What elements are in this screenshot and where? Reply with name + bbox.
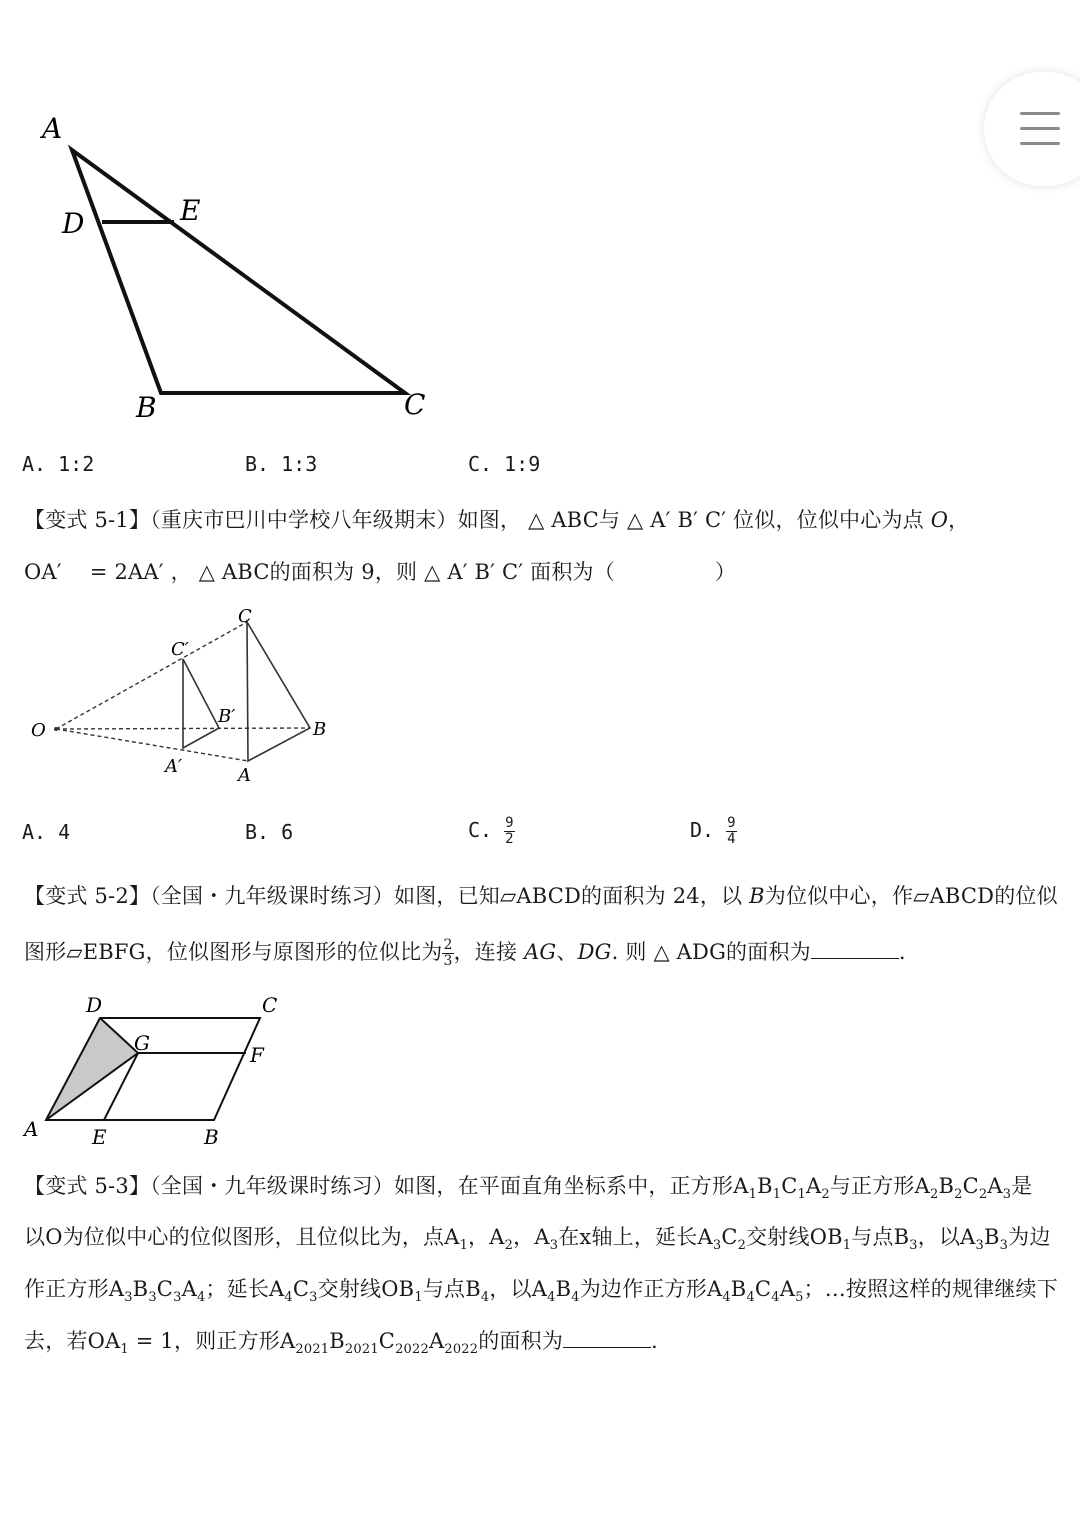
fraction-numerator: 9 (505, 815, 514, 831)
option-c-label: C. (468, 818, 493, 842)
square-a2021b2021c2022a2022: $A_{2021}B_{2021}C_{2022}A_{2022}$ (280, 1329, 479, 1357)
question-5-1-text-2: OA′ = 2AA′ ， △ ABC的面积为 9，则 △ A′ B′ C′ 面积为（ (24, 560, 615, 584)
square-a3b3c3a4: $A_3B_3C_3A_4$ (108, 1277, 206, 1305)
question-5-2-text-2: 为位似中心，作▱ABCD的位似 (764, 884, 1058, 908)
question-5-2-text-5: . 则 △ ADG的面积为 (611, 940, 811, 964)
question-5-2-center: B (749, 884, 765, 908)
fraction-denominator: 4 (727, 831, 736, 847)
option-a: A. 4 (22, 820, 71, 844)
square-a2b2c2a3: $A_2B_2C_2A_3$ (914, 1174, 1012, 1202)
segment-a3b3: $A_3B_3$ (960, 1225, 1009, 1253)
ray-ob1: $OB_1$ (809, 1225, 852, 1253)
segment-dg-label: DG (577, 940, 612, 964)
question-5-3-line-1 (24, 1170, 1032, 1200)
label-e: E (92, 1125, 107, 1149)
label-d: D (62, 207, 85, 240)
question-5-2-text-4: ，连接 (453, 940, 525, 964)
period: . (898, 940, 906, 964)
triangle-abc-large (247, 622, 310, 761)
parallelogram-figure (20, 990, 300, 1150)
question-5-1-center: O (930, 508, 949, 532)
question-5-3-text-5: 在x轴上，延长 (558, 1225, 698, 1249)
label-o: O (31, 720, 46, 741)
fraction-9-4 (726, 816, 736, 847)
option-b: B. 6 (245, 820, 294, 844)
question-5-3-text-13: 与点 (422, 1277, 466, 1301)
question-5-2-line-2 (24, 936, 906, 969)
label-c: C (238, 606, 252, 627)
option-a: A. 1:2 (22, 452, 95, 476)
question-5-3-text: （全国・九年级课时练习）如图，在平面直角坐标系中，正方形 (150, 1174, 734, 1198)
question-5-1-tag: 【变式 5-1】 (24, 508, 151, 532)
triangle-abc-figure (20, 110, 440, 430)
question-5-2-line-1 (24, 880, 1058, 910)
question-5-3-text-19: 的面积为 (478, 1329, 564, 1353)
point-b3: $B_3$ (893, 1225, 918, 1253)
question-5-3-text-12: 交射线 (317, 1277, 382, 1301)
question-5-3-text-11: ；延长 (205, 1277, 270, 1301)
question-5-3-text-3: 是 (1011, 1174, 1033, 1198)
answer-blank-5-2 (811, 940, 899, 959)
label-a: A (238, 765, 251, 786)
question-5-3-tag: 【变式 5-3】 (24, 1174, 151, 1198)
homothety-figure (22, 600, 342, 790)
segment-a4b4: $A_4B_4$ (531, 1277, 580, 1305)
triangle-a1b1c1-small (183, 659, 219, 748)
question-5-1-close: ） (714, 560, 737, 584)
question-5-2-tag: 【变式 5-2】 (24, 884, 151, 908)
question-5-3-text-18: = 1，则正方形 (128, 1329, 280, 1353)
label-c: C (404, 388, 426, 421)
label-b: B (136, 391, 157, 424)
question-5-3-text-7: 与点 (851, 1225, 894, 1249)
fraction-9-2 (504, 816, 514, 847)
option-d-label: D. (690, 818, 715, 842)
label-c-prime: C′ (171, 639, 189, 660)
question-5-3-text-2: 与正方形 (829, 1174, 915, 1198)
question-5-3-text-16: ；…按照这样的规律继续下 (803, 1277, 1058, 1301)
question-5-1-source: （重庆市巴川中学校八年级期末）如图， (150, 508, 522, 532)
segment-oa1: $OA_1$ (87, 1329, 129, 1357)
separator: 、 (556, 940, 578, 964)
triangle-abc (72, 150, 405, 393)
fraction-numerator: 9 (727, 815, 736, 831)
option-d (690, 816, 737, 847)
question-5-3-line-2 (24, 1221, 1051, 1251)
question-5-3-line-4 (24, 1325, 658, 1355)
menu-button[interactable] (984, 72, 1080, 186)
segment-ag-label: AG (524, 940, 557, 964)
answer-blank-5-3 (563, 1329, 651, 1348)
question-5-3-text-15: 为边作正方形 (579, 1277, 707, 1301)
question-5-3-text-8: ，以 (917, 1225, 961, 1249)
option-c (468, 816, 515, 847)
label-b: B (313, 719, 327, 740)
question-5-2-text: （全国・九年级课时练习）如图，已知▱ABCD的面积为 24，以 (150, 884, 750, 908)
label-b-prime: B′ (218, 706, 236, 727)
square-a1b1c1a2: $A_1B_1C_1A_2$ (733, 1174, 830, 1202)
question-5-1-text: △ ABC与 △ A′ B′ C′ 位似，位似中心为点 (521, 508, 931, 532)
option-b: B. 1:3 (245, 452, 318, 476)
ray-oa (56, 729, 248, 761)
menu-icon-bar-3 (1020, 142, 1060, 145)
question-5-2-text-3: 图形▱EBFG，位似图形与原图形的位似比为 (24, 940, 443, 964)
square-a4b4c4a5: $A_4B_4C_4A_5$ (706, 1277, 804, 1305)
question-5-3-line-3 (24, 1273, 1058, 1303)
question-5-1-comma: ， (948, 508, 970, 532)
option-c: C. 1:9 (468, 452, 541, 476)
segment-a4c3: $A_4C_3$ (269, 1277, 318, 1305)
fraction-denominator: 2 (505, 831, 514, 847)
question-5-3-text-17: 去，若 (24, 1329, 88, 1353)
fraction-denominator: 3 (443, 953, 453, 969)
fraction-numerator: 2 (443, 937, 453, 953)
question-5-3-text-6: 交射线 (746, 1225, 810, 1249)
question-5-1-line-2 (24, 556, 736, 586)
question-5-3-text-10: 作正方形 (24, 1277, 109, 1301)
menu-icon-bar-1 (1020, 112, 1060, 115)
question-5-3-text-9: 为边 (1008, 1225, 1051, 1249)
label-b: B (204, 1125, 219, 1149)
point-b4: $B_4$ (465, 1277, 490, 1305)
points-a1-a2-a3: $A_1$，$A_2$，$A_3$ (444, 1225, 559, 1253)
label-d: D (86, 993, 103, 1017)
segment-a3c2: $A_3C_2$ (697, 1225, 747, 1253)
label-c: C (262, 993, 278, 1017)
label-f: F (250, 1043, 264, 1067)
period: . (651, 1329, 658, 1353)
label-a: A (24, 1117, 39, 1141)
fraction-2-3 (442, 938, 453, 969)
question-5-1-line-1 (24, 504, 969, 534)
label-g: G (134, 1031, 150, 1055)
ray-ob1-2: $OB_1$ (381, 1277, 423, 1305)
question-5-3-text-4: 以O为位似中心的位似图形，且位似比为，点 (24, 1225, 445, 1249)
point-o (54, 727, 58, 731)
menu-icon-bar-2 (1020, 127, 1060, 130)
question-5-3-text-14: ，以 (489, 1277, 532, 1301)
label-e: E (180, 194, 201, 227)
label-a: A (42, 112, 63, 145)
label-a-prime: A′ (165, 756, 183, 777)
